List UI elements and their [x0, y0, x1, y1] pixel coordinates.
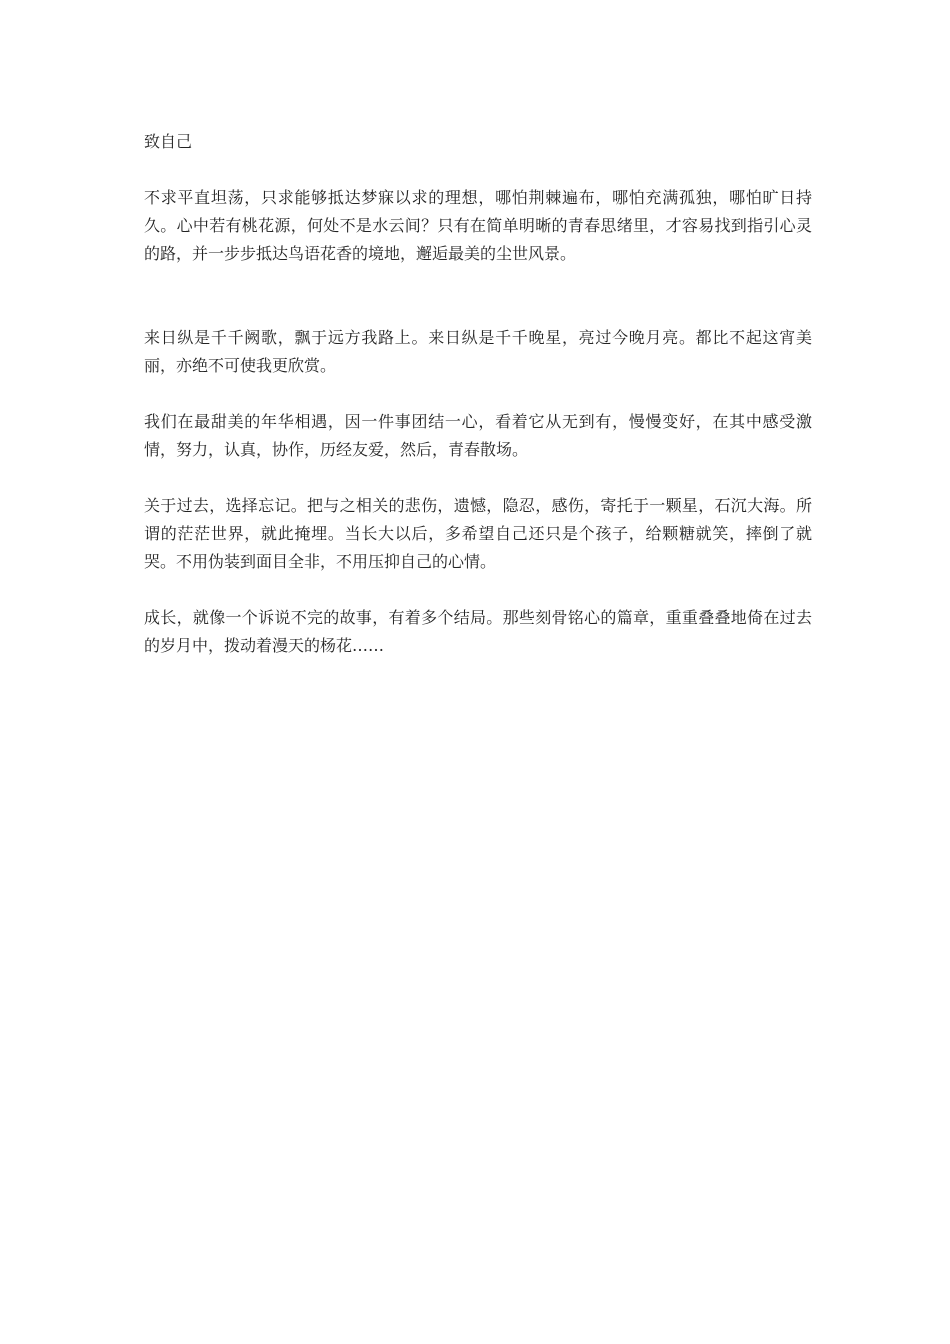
document-body	[144, 128, 812, 688]
paragraph-5: 成长，就像一个诉说不完的故事，有着多个结局。那些刻骨铭心的篇章，重重叠叠地倚在过去的岁月中，拨动着漫天的杨花……	[144, 608, 812, 655]
paragraph-2: 来日纵是千千阙歌，飘于远方我路上。来日纵是千千晚星，亮过今晚月亮。都比不起这宵美丽，亦绝不可使我更欣赏。	[144, 328, 812, 375]
paragraph-3: 我们在最甜美的年华相遇，因一件事团结一心，看着它从无到有，慢慢变好，在其中感受激情，努力，认真，协作，历经友爱，然后，青春散场。	[144, 412, 812, 459]
paragraph-1: 不求平直坦荡，只求能够抵达梦寐以求的理想，哪怕荆棘遍布，哪怕充满孤独，哪怕旷日持久。心中若有桃花源，何处不是水云间？只有在简单明晰的青春思绪里，才容易找到指引心灵的路，并一步步抵达鸟语花香的境地，邂逅最美的尘世风景。	[144, 188, 812, 263]
document-title: 致自己	[144, 132, 193, 151]
paragraph-4: 关于过去，选择忘记。把与之相关的悲伤，遗憾，隐忍，感伤，寄托于一颗星，石沉大海。所谓的茫茫世界，就此掩埋。当长大以后，多希望自己还只是个孩子，给颗糖就笑，摔倒了就哭。不用伪装到面目全非，不用压抑自己的心情。	[144, 496, 812, 571]
